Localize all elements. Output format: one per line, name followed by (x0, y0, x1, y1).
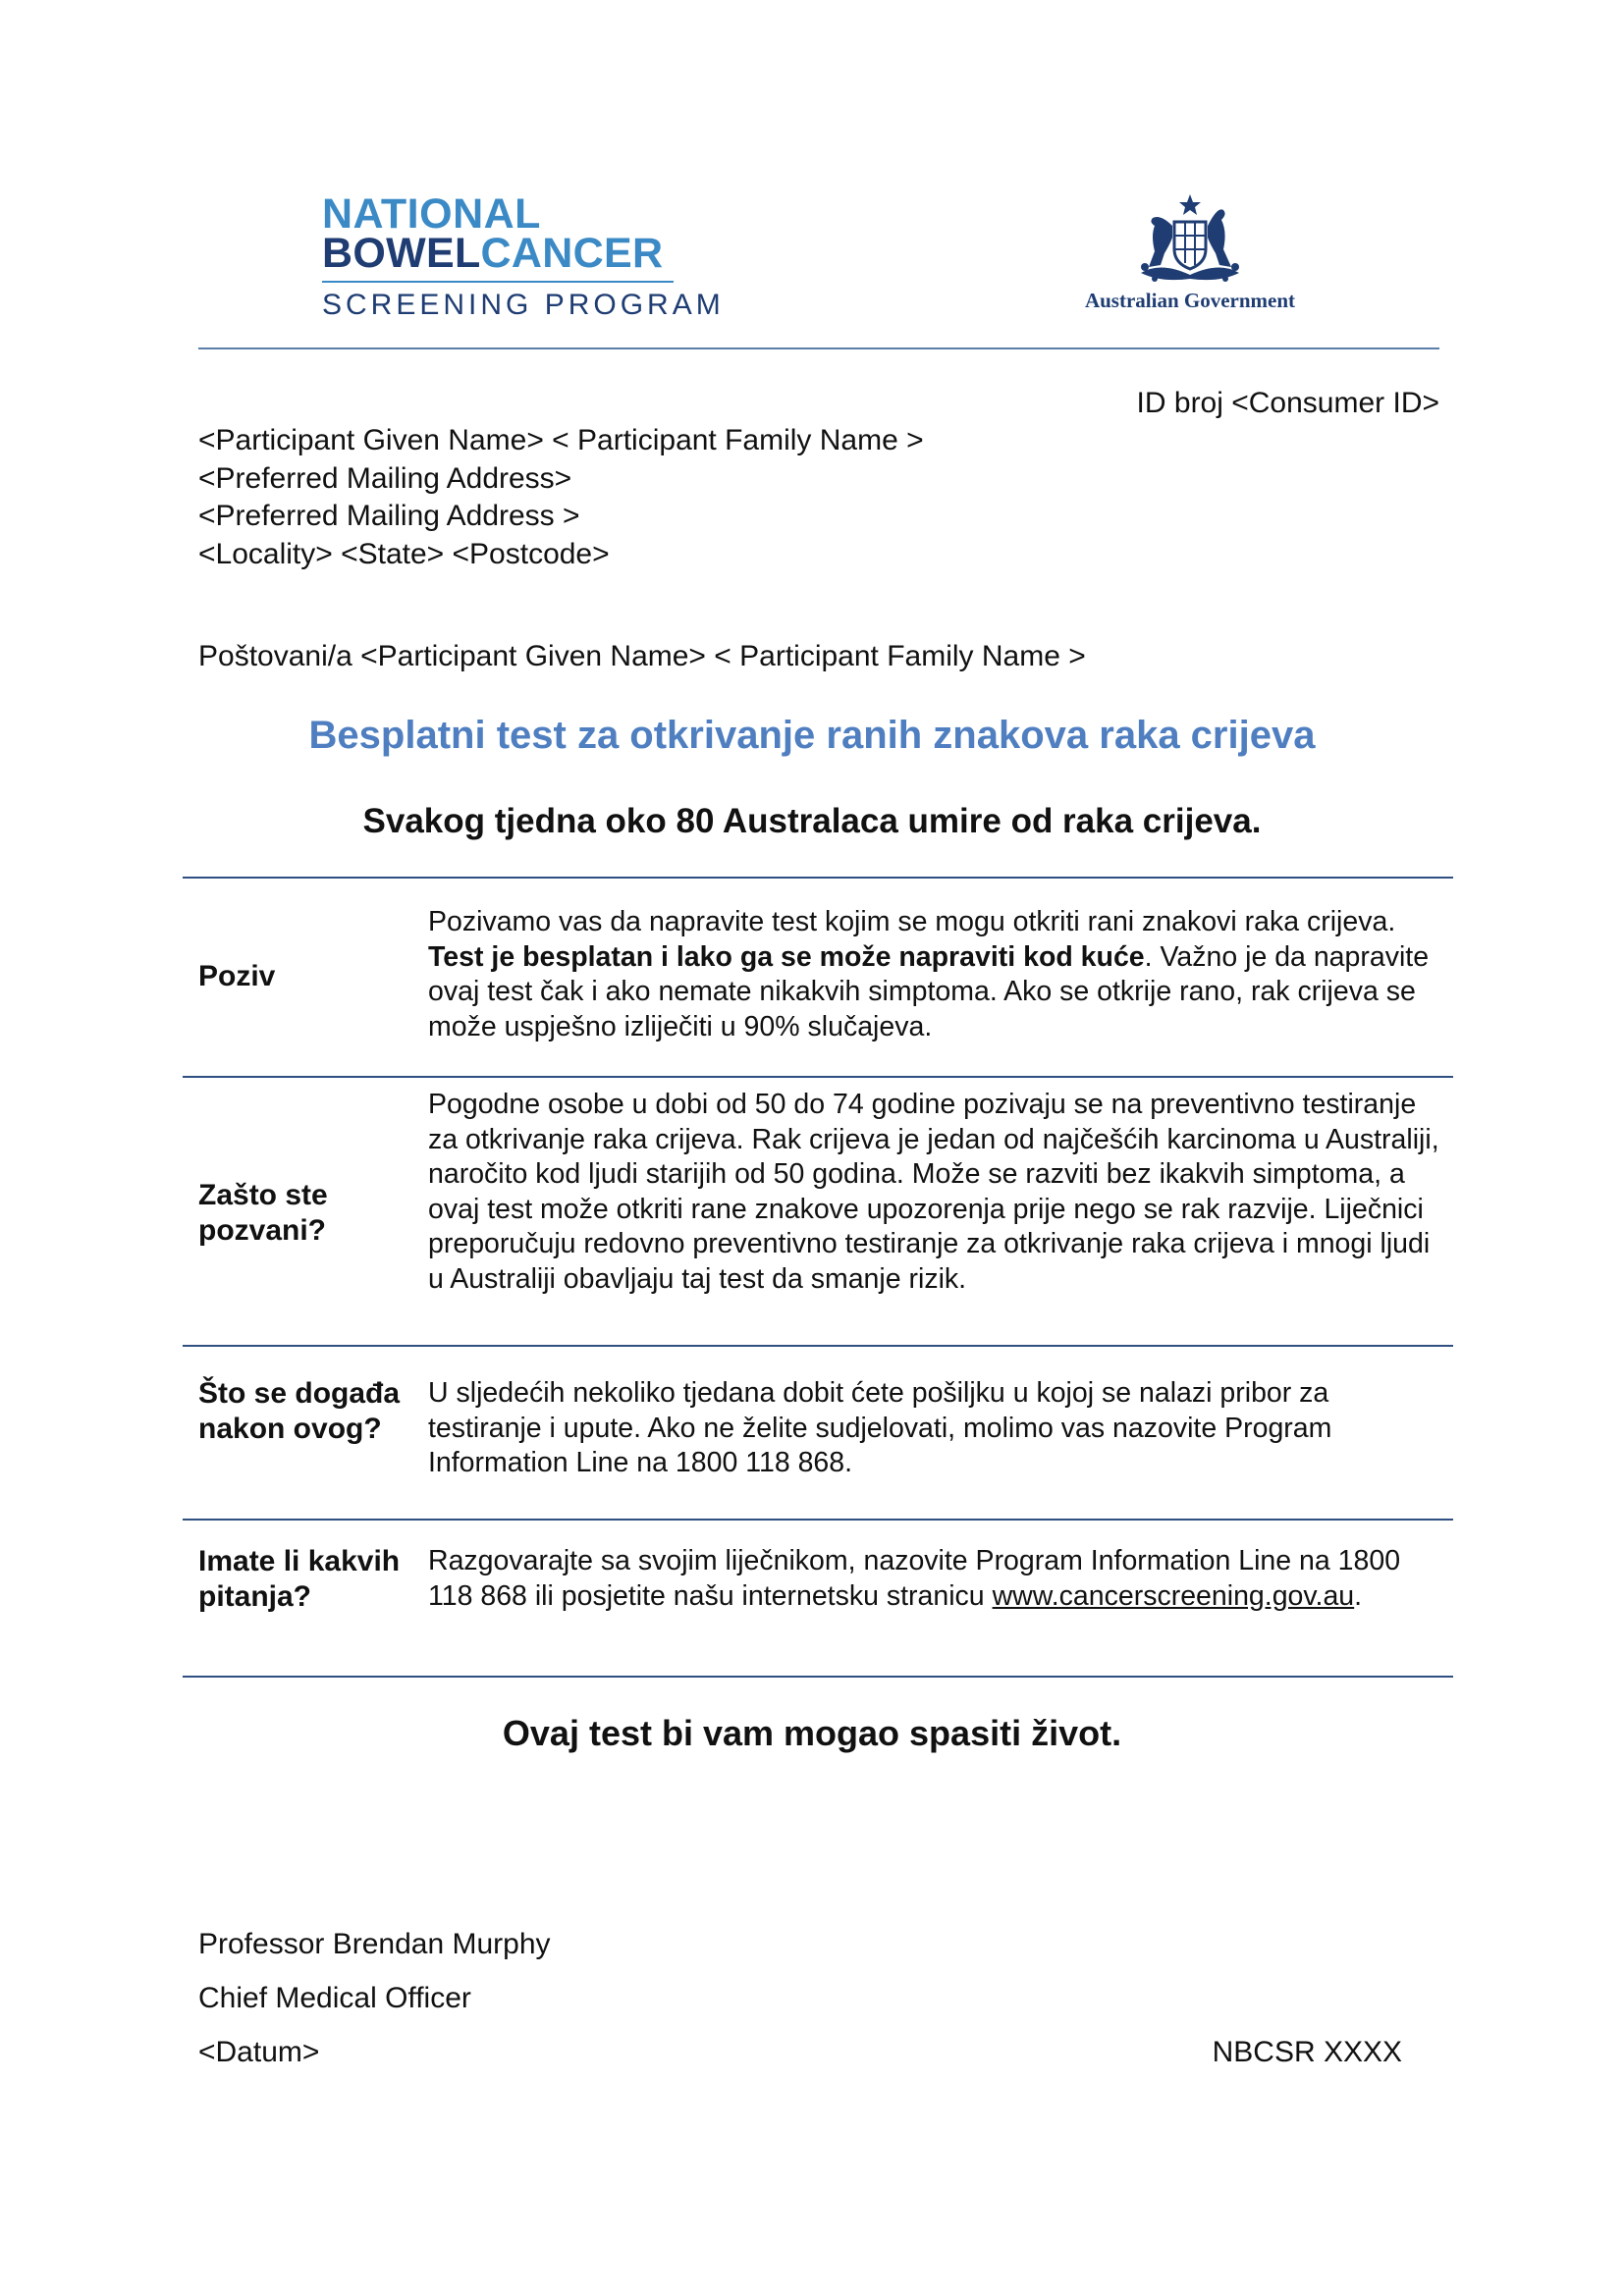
row-text-what-next: U sljedećih nekoliko tjedana dobit ćete pošiljku u kojoj se nalazi pribor za testiranje i upute. Ako ne želite sudjelovati, molimo vas nazovite Program Information Line na 1800 118 868. (428, 1377, 1332, 1478)
closing-statement: Ovaj test bi vam mogao spasiti život. (502, 1713, 1122, 1753)
letter-title: Besplatni test za otkrivanje ranih znakova raka crijeva (308, 714, 1316, 757)
table-row-why-invited (183, 1076, 1453, 1345)
logo-word-bowel: BOWEL (322, 230, 481, 277)
table-row-invitation (183, 877, 1453, 1076)
row-label-what-next: Što se događa nakon ovog? (198, 1377, 401, 1445)
row-label-why-invited: Zašto ste pozvani? (198, 1179, 328, 1247)
row-label-questions: Imate li kakvih pitanja? (198, 1545, 401, 1613)
info-table (183, 877, 1453, 1678)
letter-subtitle: Svakog tjedna oko 80 Australaca umire od raka crijeva. (362, 802, 1262, 840)
logo-line-national: NATIONAL (322, 190, 541, 238)
invitation-text-end: . Važno je da napravite ovaj test čak i ako nemate nikakvih simptoma. Ako se otkrije rano, rak crijeva se može uspješno izliječiti u 90% slučajeva. (428, 940, 1430, 1042)
program-logo (322, 190, 725, 322)
address-line-1: <Preferred Mailing Address> (198, 461, 572, 495)
form-code: NBCSR XXXX (1212, 2036, 1402, 2068)
signer-title: Chief Medical Officer (198, 1982, 471, 2014)
questions-text: Razgovarajte sa svojim liječnikom, nazovite Program Information Line na 1800 118 868 ili posjetite našu internetsku stranicu (428, 1545, 1401, 1612)
logo-line-bowel-cancer (322, 230, 725, 277)
logo-word-cancer: CANCER (480, 230, 664, 277)
date-field: <Datum> (198, 2036, 320, 2068)
website-link[interactable]: www.cancerscreening.gov.au (992, 1579, 1355, 1612)
invitation-text-bold: Test je besplatan i lako ga se može napraviti kod kuće (428, 940, 1145, 973)
participant-name-line: <Participant Given Name> < Participant Family Name > (198, 424, 924, 456)
logo-divider (322, 281, 674, 283)
signer-name: Professor Brendan Murphy (198, 1928, 551, 1960)
locality-line: <Locality> <State> <Postcode> (198, 537, 610, 570)
questions-text-end: . (1354, 1579, 1363, 1612)
row-text-why-invited: Pogodne osobe u dobi od 50 do 74 godine pozivaju se na preventivno testiranje za otkrivanje raka crijeva. Rak crijeva je jedan od najčešćih karcinoma u Australiji, naročito kod ljudi starijih od 50 godina. Može se razviti bez ikakvih simptoma, a ovaj test može otkriti rane znakove upozorenja prije nego se rak razvije. Liječnici preporučuju redovno preventivno testiranje za otkrivanje raka crijeva i mnogi ljudi u Australiji obavljaju taj test da smanje rizik. (428, 1089, 1439, 1295)
consumer-id: ID broj <Consumer ID> (1136, 387, 1439, 419)
table-row-questions (183, 1519, 1453, 1678)
row-text-invitation (428, 905, 1444, 1044)
row-label-invitation: Poziv (198, 960, 276, 992)
row-text-questions (428, 1544, 1444, 1614)
logo-line-screening-program: SCREENING PROGRAM (322, 289, 725, 321)
invitation-text-start: Pozivamo vas da napravite test kojim se mogu otkriti rani znakovi raka crijeva. (428, 906, 1396, 937)
salutation: Poštovani/a <Participant Given Name> < Participant Family Name > (198, 640, 1086, 672)
government-logo-text: Australian Government (1084, 289, 1296, 312)
coat-of-arms-icon (1121, 192, 1259, 287)
table-row-what-next (183, 1345, 1453, 1519)
header-divider (198, 347, 1439, 349)
address-line-2: <Preferred Mailing Address > (198, 500, 580, 533)
address-block (198, 422, 924, 573)
government-logo (1062, 192, 1318, 313)
